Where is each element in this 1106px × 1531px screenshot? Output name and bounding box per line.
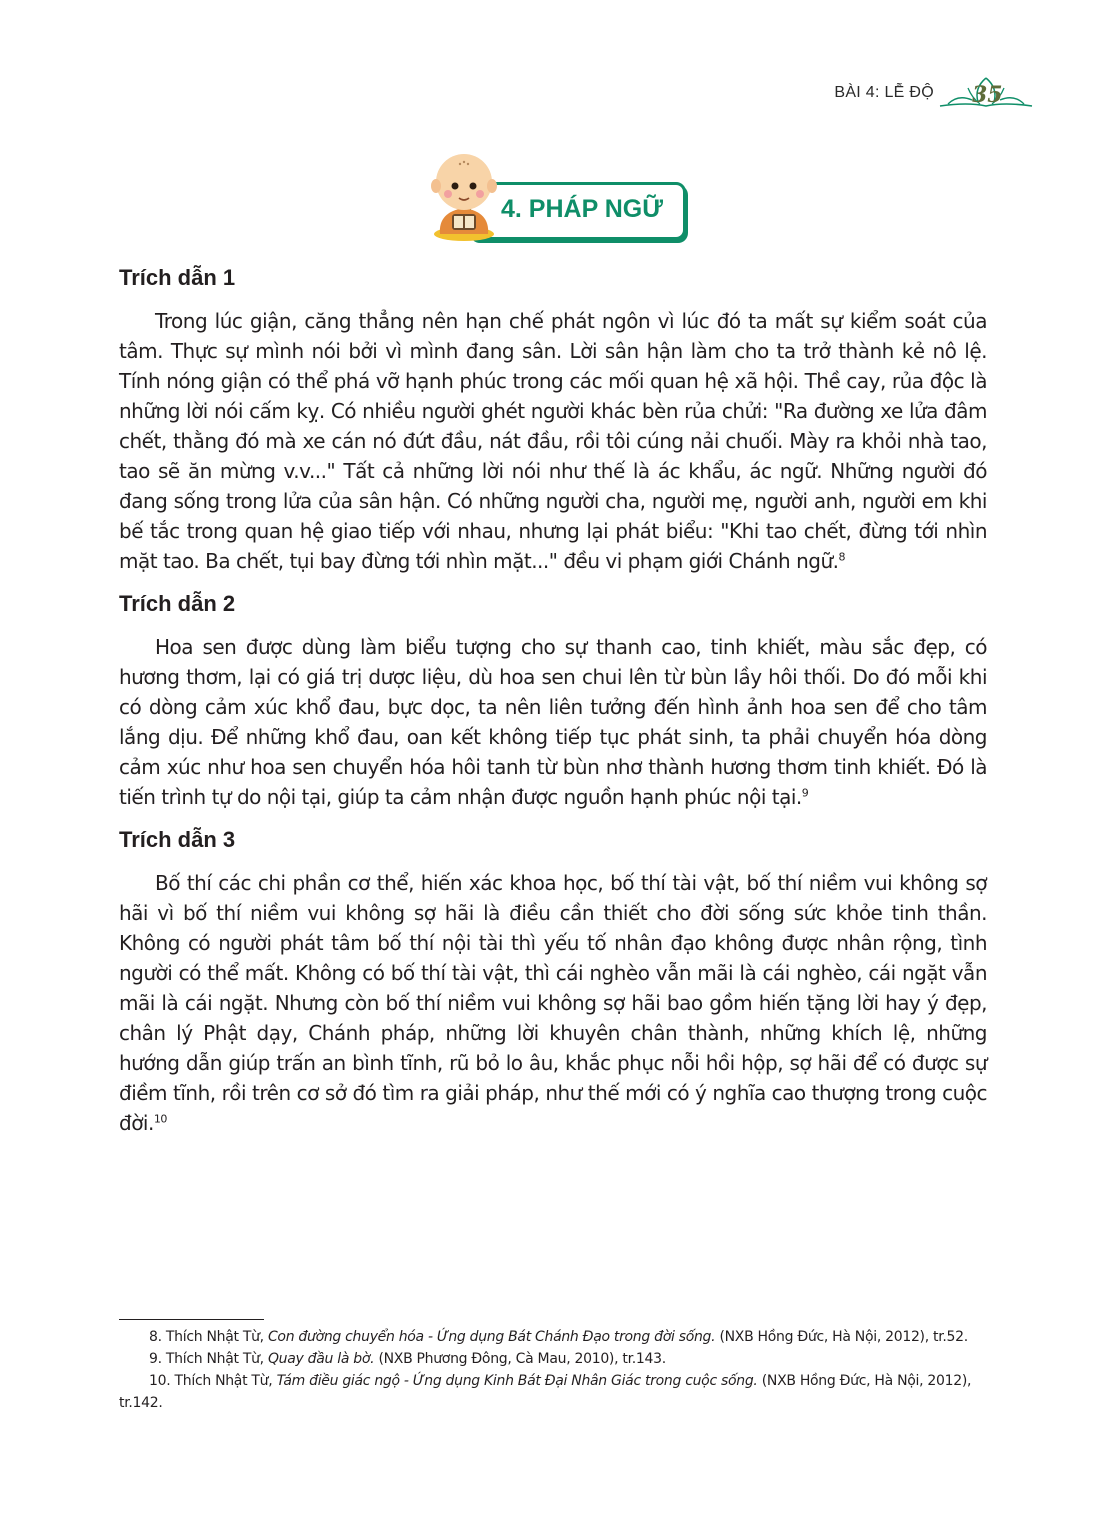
running-header: [734, 74, 1034, 114]
section-banner: [424, 150, 686, 240]
footnote-publication: (NXB Hồng Đức, Hà Nội, 2012), tr.52.: [719, 1329, 968, 1345]
footnote-number: 8.: [149, 1329, 162, 1345]
footnote-author: Thích Nhật Từ,: [174, 1373, 273, 1389]
footnote-8: [119, 1326, 987, 1348]
quote-heading: Trích dẫn 1: [119, 265, 236, 290]
footnotes: [119, 1326, 987, 1414]
section-title: 4. PHÁP NGỮ: [501, 195, 663, 223]
footnote-publication: (NXB Phương Đông, Cà Mau, 2010), tr.143.: [378, 1351, 666, 1367]
footnote-author: Thích Nhật Từ,: [165, 1351, 264, 1367]
footnote-author: Thích Nhật Từ,: [165, 1329, 264, 1345]
lesson-label: BÀI 4: LỄ ĐỘ: [834, 84, 934, 101]
quote-heading: Trích dẫn 2: [119, 591, 236, 616]
footnote-10: [119, 1370, 987, 1414]
footnote-number: 9.: [149, 1351, 162, 1367]
footnote-number: 10.: [149, 1373, 171, 1389]
little-monk-icon: [424, 150, 504, 242]
footnote-publication: (NXB Hồng Đức, Hà Nội, 2012), tr.142.: [119, 1373, 972, 1411]
page-number: 35: [972, 82, 1003, 108]
quote-text: Hoa sen được dùng làm biểu tượng cho sự thanh cao, tinh khiết, màu sắc đẹp, có hương thơm, lại có giá trị dược liệu, dù hoa sen chui lên từ bùn lầy hôi thối. Do đó mỗi khi có dòng cảm xúc khổ đau, bực dọc, ta nên liên tưởng đến hình ảnh hoa sen để cho tâm lắng dịu. Để những khổ đau, oan kết không tiếp tục phát sinh, ta phải chuyển hóa dòng cảm xúc như hoa sen chuyển hóa hôi tanh từ bùn nhơ thành hương thơm tinh khiết. Đó là tiến trình tự do nội tại, giúp ta cảm nhận được nguồn hạnh phúc nội tại.: [119, 635, 987, 809]
footnote-ref: 9: [801, 786, 809, 800]
quote-block-3: [119, 824, 987, 1138]
footnote-title: Con đường chuyển hóa - Ứng dụng Bát Chánh Đạo trong đời sống.: [267, 1329, 716, 1345]
quote-paragraph: [119, 868, 987, 1138]
footnote-9: [119, 1348, 987, 1370]
quotes-content: [119, 262, 987, 1150]
quote-block-1: [119, 262, 987, 576]
footnote-ref: 10: [153, 1112, 167, 1126]
quote-text: Trong lúc giận, căng thẳng nên hạn chế phát ngôn vì lúc đó ta mất sự kiểm soát của tâm. Thực sự mình nói bởi vì mình đang sân. Lời sân hận làm cho ta trở thành kẻ nô lệ. Tính nóng giận có thể phá vỡ hạnh phúc trong các mối quan hệ xã hội. Thề cay, rủa độc là những lời nói cấm kỵ. Có nhiều người ghét người khác bèn rủa chửi: "Ra đường xe lửa đâm chết, thằng đó mà xe cán nó đứt đầu, nát đầu, rồi tôi cúng nải chuối. Mày ra khỏi nhà tao, tao sẽ ăn mừng v.v..." Tất cả những lời nói như thế là ác khẩu, ác ngữ. Những người đó đang sống trong lửa của sân hận. Có những người cha, người mẹ, người anh, người em khi bế tắc trong quan hệ giao tiếp với nhau, nhưng lại phát biểu: "Khi tao chết, đừng tới nhìn mặt tao. Ba chết, tụi bay đừng tới nhìn mặt..." đều vi phạm giới Chánh ngữ.: [119, 309, 987, 573]
quote-paragraph: [119, 632, 987, 812]
page-number-ornament: [938, 74, 1034, 114]
footnote-divider: [119, 1319, 264, 1320]
quote-block-2: [119, 588, 987, 812]
quote-paragraph: [119, 306, 987, 576]
footnote-ref: 8: [838, 550, 845, 564]
quote-text: Bố thí các chi phần cơ thể, hiến xác khoa học, bố thí tài vật, bố thí niềm vui không sợ hãi vì bố thí niềm vui không sợ hãi là điều cần thiết cho đời sống sức khỏe tinh thần. Không có người phát tâm bố thí nội tài thì yếu tố nhân đạo không được nhân rộng, tình người có thể mất. Không có bố thí tài vật, thì cái nghèo vẫn mãi là cái nghèo, cái ngặt vẫn mãi là cái ngặt. Nhưng còn bố thí niềm vui không sợ hãi bao gồm hiến tặng lời hay ý đẹp, chân lý Phật dạy, Chánh pháp, những lời khuyên chân thành, những khích lệ, những hướng dẫn giúp trấn an bình tĩnh, rũ bỏ lo âu, khắc phục nỗi hồi hộp, sợ hãi để có được sự điềm tĩnh, rồi trên cơ sở đó tìm ra giải pháp, như thế mới có ý nghĩa cao thượng trong cuộc đời.: [119, 871, 987, 1135]
quote-heading: Trích dẫn 3: [119, 827, 236, 852]
footnote-title: Quay đầu là bờ.: [267, 1351, 375, 1367]
footnote-title: Tám điều giác ngộ - Ứng dụng Kinh Bát Đại Nhân Giác trong cuộc sống.: [276, 1373, 758, 1389]
